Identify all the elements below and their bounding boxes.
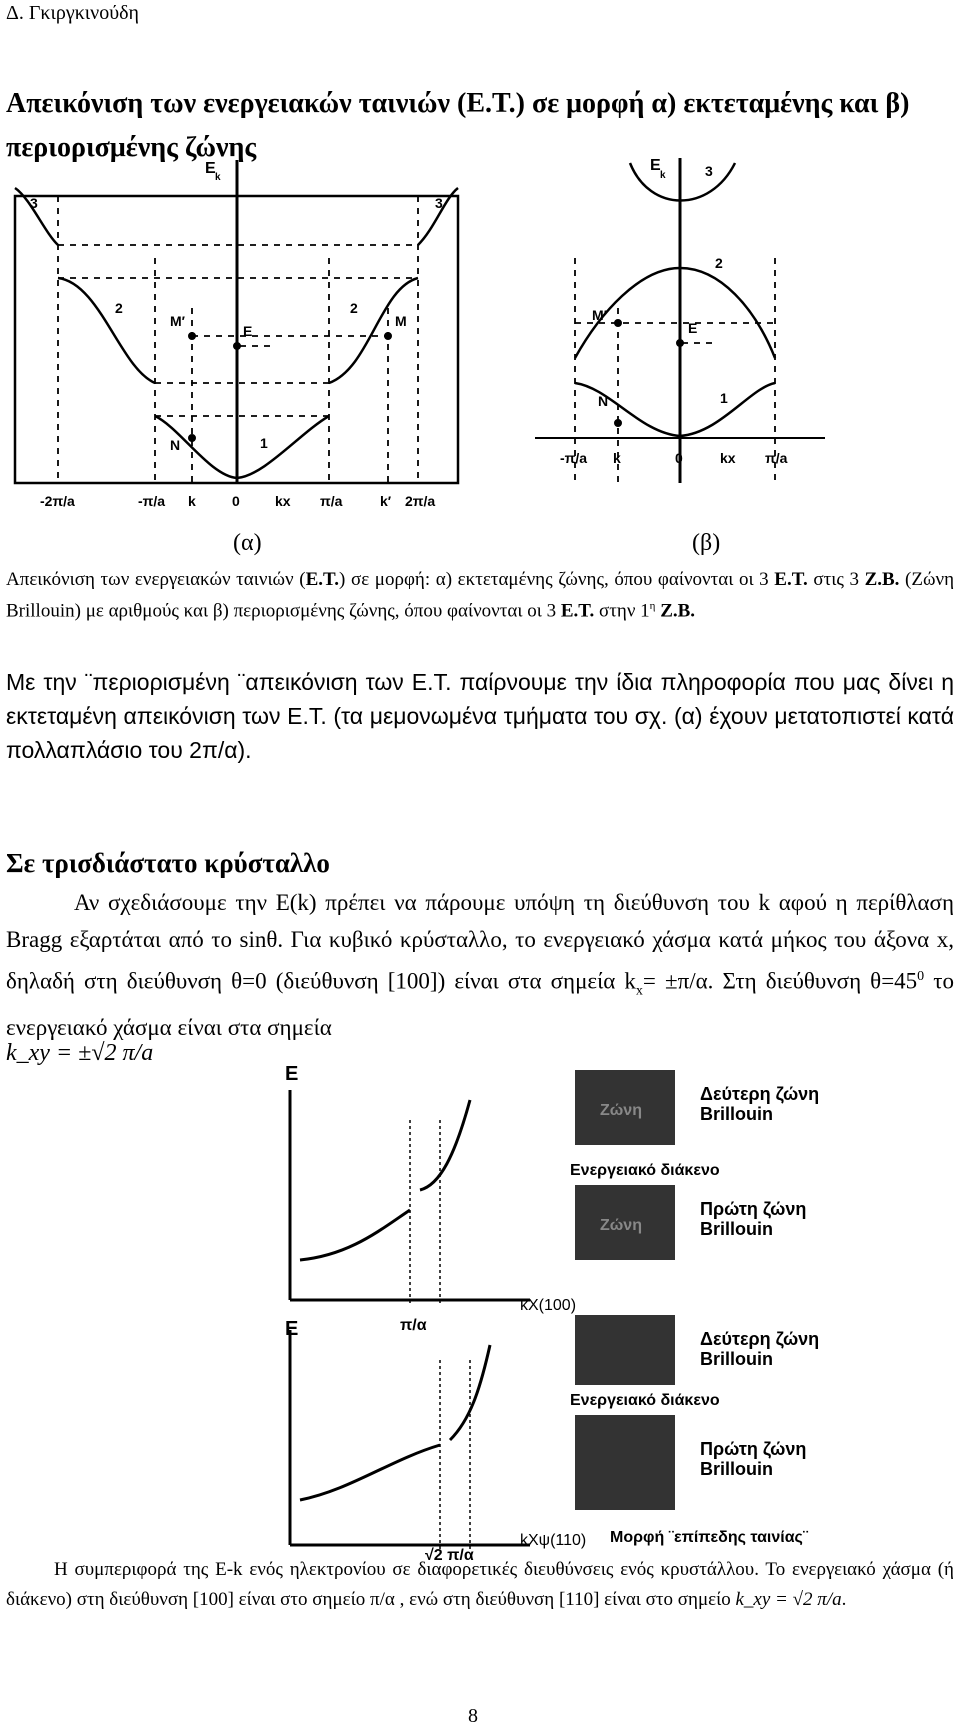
- svg-text:Μορφή ¨επίπεδης ταινίας¨: Μορφή ¨επίπεδης ταινίας¨: [610, 1529, 809, 1546]
- extended-zone-diagram: [15, 160, 458, 483]
- reduced-zone-diagram: [535, 158, 825, 483]
- svg-text:M′: M′: [592, 307, 608, 323]
- svg-text:Brillouin: Brillouin: [700, 1349, 773, 1369]
- svg-text:π/a: π/a: [320, 493, 343, 509]
- svg-text:N: N: [598, 393, 609, 409]
- section-title-3d-crystal: Σε τρισδιάστατο κρύσταλλο: [6, 848, 330, 878]
- svg-text:2: 2: [715, 255, 723, 271]
- svg-text:-2π/a: -2π/a: [40, 493, 75, 509]
- svg-text:-π/a: -π/a: [560, 450, 588, 466]
- svg-text:M: M: [395, 313, 407, 329]
- svg-text:E: E: [285, 1318, 299, 1340]
- figure-label-b: (β): [692, 530, 721, 556]
- svg-text:k′: k′: [380, 493, 392, 509]
- band-structure-figure: [0, 158, 960, 548]
- svg-text:Πρώτη ζώνη: Πρώτη ζώνη: [700, 1439, 807, 1459]
- figure-label-a: (α): [233, 530, 262, 556]
- paragraph-reduced-zone: Με την ¨περιορισμένη ¨απεικόνιση των Ε.Τ. παίρνουμε την ίδια πληροφορία που μας δίνει η εκτεταμένη απεικόνιση των Ε.Τ. (τα μεμονωμένα τμήματα του σχ. (α) έχουν μετατοπιστεί κατά πολλαπλάσιο του 2π/α).: [6, 669, 954, 763]
- band-1-curve: [155, 416, 329, 478]
- ek-label: E: [205, 160, 216, 177]
- svg-text:3: 3: [705, 163, 713, 179]
- svg-text:Brillouin: Brillouin: [700, 1459, 773, 1479]
- svg-text:M′: M′: [170, 313, 186, 329]
- direction-figure: [0, 1060, 960, 1560]
- svg-text:Ενεργειακό διάκενο: Ενεργειακό διάκενο: [570, 1162, 720, 1179]
- svg-text:E: E: [688, 320, 698, 336]
- top-zone-blocks: [570, 1070, 819, 1260]
- svg-text:E: E: [285, 1063, 299, 1085]
- page-number: 8: [468, 1705, 478, 1727]
- svg-text:N: N: [170, 437, 181, 453]
- svg-text:1: 1: [260, 435, 268, 451]
- svg-text:E: E: [243, 323, 253, 339]
- figure1-caption: Απεικόνιση των ενεργειακών ταινιών (Ε.Τ.) σε μορφή: α) εκτεταμένης ζώνης, όπου φαίνονται οι 3 Ε.Τ. στις 3 Ζ.Β. (Ζώνη Brillouin) με αριθμούς και β) περιορισμένης ζώνης, όπου φαίνονται οι 3 Ε.Τ. στην $1^\eta$ Ζ.Β.: [6, 569, 955, 622]
- svg-text:k: k: [188, 493, 196, 509]
- svg-text:2π/a: 2π/a: [405, 493, 436, 509]
- svg-text:0: 0: [232, 493, 240, 509]
- page-title: Απεικόνιση των ενεργειακών ταινιών (Ε.Τ.) σε μορφή α) εκτεταμένης και β) περιορισμένης ζώνης: [6, 88, 910, 163]
- svg-text:k: k: [215, 172, 221, 183]
- svg-text:kx: kx: [720, 450, 736, 466]
- svg-text:k: k: [660, 170, 666, 181]
- svg-text:kx: kx: [275, 493, 291, 509]
- author-header: Δ. Γκιργκινούδη: [6, 2, 139, 24]
- svg-text:2: 2: [350, 300, 358, 316]
- svg-text:-π/a: -π/a: [138, 493, 166, 509]
- svg-text:π/α: π/α: [400, 1317, 427, 1334]
- band-2-right-curve: [329, 278, 418, 383]
- top-plot-labels: [285, 1063, 576, 1334]
- bottom-plot: [290, 1330, 530, 1550]
- svg-text:Brillouin: Brillouin: [700, 1219, 773, 1239]
- svg-text:kXψ(110): kXψ(110): [520, 1532, 587, 1549]
- top-plot: [290, 1090, 530, 1305]
- band-1-curve-reduced: [575, 383, 775, 436]
- svg-text:Ενεργειακό διάκενο: Ενεργειακό διάκενο: [570, 1392, 720, 1409]
- svg-text:√2 π/α: √2 π/α: [425, 1547, 474, 1560]
- svg-text:kX(100): kX(100): [520, 1297, 577, 1314]
- reduced-zone-labels: [560, 158, 788, 466]
- svg-text:Πρώτη ζώνη: Πρώτη ζώνη: [700, 1199, 807, 1219]
- paragraph-3d-crystal: Αν σχεδιάσουμε την E(k) πρέπει να πάρουμε υπόψη τη διεύθυνση του k αφού η περίθλαση Bragg εξαρτάται από το sinθ. Για κυβικό κρύσταλλο, το ενεργειακό χάσμα κατά μήκος του άξονα x, δηλαδή στη διεύθυνση θ=0 (διεύθυνση [100]) είναι στα σημεία $k_x= \pm\pi/\alpha$. Στη διεύθυνση $\theta=45^0$ το ενεργειακό χάσμα είναι στα σημεία: [6, 890, 954, 1041]
- svg-text:Ζώνη: Ζώνη: [600, 1102, 642, 1119]
- svg-text:E: E: [650, 158, 661, 174]
- svg-text:2: 2: [115, 300, 123, 316]
- svg-text:Δεύτερη ζώνη: Δεύτερη ζώνη: [700, 1084, 820, 1104]
- bottom-plot-labels: [285, 1318, 586, 1560]
- svg-text:1: 1: [720, 390, 728, 406]
- svg-text:3: 3: [435, 195, 443, 211]
- svg-text:Δεύτερη ζώνη: Δεύτερη ζώνη: [700, 1329, 820, 1349]
- svg-text:k: k: [613, 450, 621, 466]
- band-3-curve-reduced: [630, 163, 735, 201]
- kxy-formula: k_xy = ±√2 π/a: [6, 1040, 154, 1066]
- bottom-zone-blocks: [570, 1315, 819, 1546]
- band-2-left-curve: [58, 278, 155, 383]
- svg-text:0: 0: [675, 450, 683, 466]
- figure2-caption: Η συμπεριφορά της E-k ενός ηλεκτρονίου σε διαφορετικές διευθύνσεις ενός κρυστάλλου. Το ενεργειακό χάσμα (ή διάκενο) στη διεύθυνση [100] είναι στο σημείο π/α , ενώ στη διεύθυνση [110] είναι στο σημείο k_xy = √2 π/a.: [6, 1559, 954, 1610]
- svg-text:π/a: π/a: [765, 450, 788, 466]
- svg-text:Brillouin: Brillouin: [700, 1104, 773, 1124]
- svg-text:3: 3: [30, 195, 38, 211]
- svg-text:Ζώνη: Ζώνη: [600, 1217, 642, 1234]
